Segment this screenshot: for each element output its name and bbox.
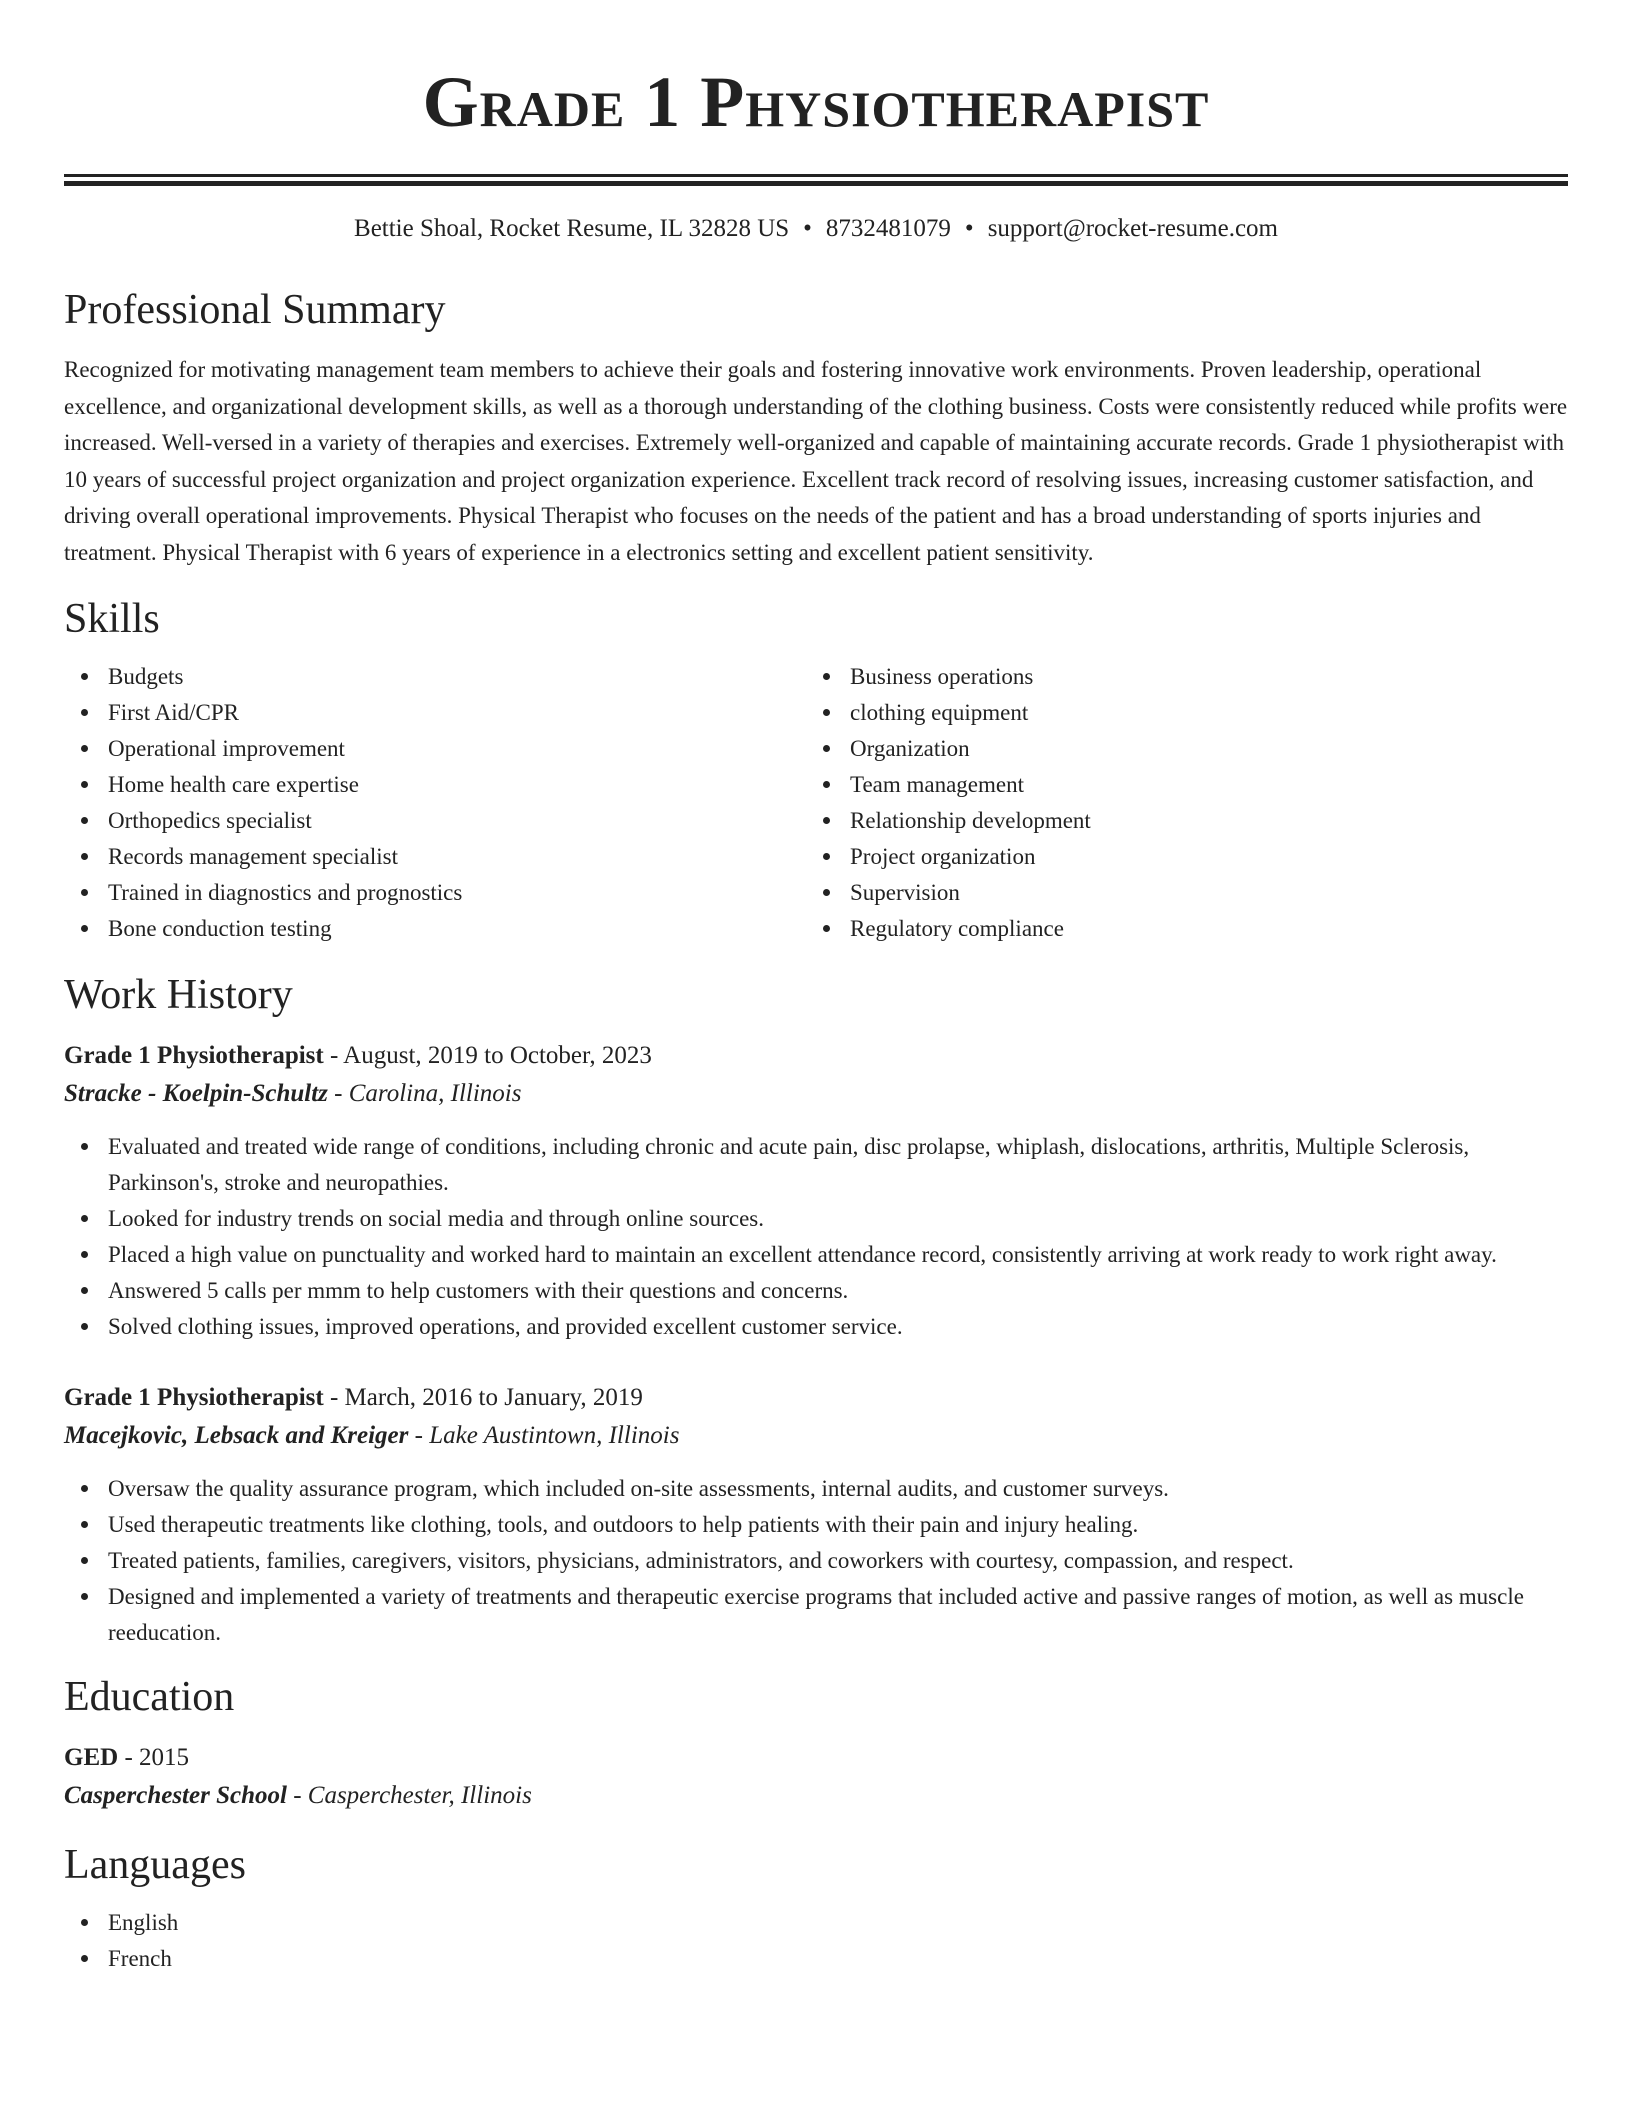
skill-item: Bone conduction testing [64, 911, 806, 947]
skill-item: Trained in diagnostics and prognostics [64, 875, 806, 911]
skill-item: Organization [806, 731, 1548, 767]
skill-item: Project organization [806, 839, 1548, 875]
skill-item: Budgets [64, 659, 806, 695]
languages-heading: Languages [64, 1842, 246, 1888]
title-divider-thick [64, 181, 1568, 186]
contact-phone: 8732481079 [825, 215, 951, 242]
job-title: Grade 1 Physiotherapist [64, 1384, 324, 1411]
contact-separator: • [803, 215, 812, 242]
contact-email: support@rocket-resume.com [987, 215, 1278, 242]
language-item: English [64, 1905, 1568, 1941]
job-duty: Oversaw the quality assurance program, which included on-site assessments, internal audits, and customer surveys. [64, 1471, 1568, 1507]
summary-heading: Professional Summary [64, 287, 446, 333]
skill-item: Team management [806, 767, 1548, 803]
job-duties-list [64, 1471, 1568, 1651]
education-degree-line [64, 1739, 1568, 1777]
skill-item: Orthopedics specialist [64, 803, 806, 839]
job-duty: Placed a high value on punctuality and worked hard to maintain an excellent attendance record, consistently arriving at work ready to work right away. [64, 1237, 1568, 1273]
language-item: French [64, 1941, 1568, 1977]
job-duty: Looked for industry trends on social media and through online sources. [64, 1201, 1568, 1237]
education-heading: Education [64, 1674, 235, 1720]
title-divider-thin [64, 174, 1568, 177]
resume-title: Grade 1 Physiotherapist [422, 62, 1210, 142]
contact-separator: • [964, 215, 974, 242]
job-duty: Designed and implemented a variety of treatments and therapeutic exercise programs that included active and passive ranges of motion, as well as muscle reeducation. [64, 1579, 1568, 1651]
skill-item: clothing equipment [806, 695, 1548, 731]
contact-address: Bettie Shoal, Rocket Resume, IL 32828 US [354, 215, 790, 242]
skills-list-right [806, 659, 1548, 947]
job-duty: Evaluated and treated wide range of conditions, including chronic and acute pain, disc prolapse, whiplash, dislocations, arthritis, Multiple Sclerosis, Parkinson's, stroke and neuropathies. [64, 1129, 1568, 1201]
skill-item: Business operations [806, 659, 1548, 695]
job-entry [64, 1037, 1568, 1345]
languages-list [64, 1905, 1568, 1977]
job-duty: Used therapeutic treatments like clothing, tools, and outdoors to help patients with their pain and injury healing. [64, 1507, 1568, 1543]
job-title: Grade 1 Physiotherapist [64, 1042, 324, 1069]
job-title-line [64, 1037, 1568, 1075]
job-company: Macejkovic, Lebsack and Kreiger [64, 1422, 409, 1449]
job-title-line [64, 1379, 1568, 1417]
job-location: - Carolina, Illinois [327, 1080, 522, 1107]
job-entry [64, 1379, 1568, 1651]
job-duty: Treated patients, families, caregivers, visitors, physicians, administrators, and coworkers with courtesy, compassion, and respect. [64, 1543, 1568, 1579]
skill-item: First Aid/CPR [64, 695, 806, 731]
work-history-heading: Work History [64, 972, 293, 1018]
contact-line [64, 212, 1568, 246]
skill-item: Records management specialist [64, 839, 806, 875]
skills-list-left [64, 659, 806, 947]
summary-text: Recognized for motivating management team members to achieve their goals and fostering innovative work environments. Proven leadership, operational excellence, and organizational development skills, as well as a thorough understanding of the clothing business. Costs were consistently reduced while profits were increased. Well-versed in a variety of therapies and exercises. Extremely well-organized and capable of maintaining accurate records. Grade 1 physiotherapist with 10 years of successful project organization and project organization experience. Excellent track record of resolving issues, increasing customer satisfaction, and driving overall operational improvements. Physical Therapist who focuses on the needs of the patient and has a broad understanding of sports injuries and treatment. Physical Therapist with 6 years of experience in a electronics setting and excellent patient sensitivity. [64, 357, 1568, 565]
education-location: - Casperchester, Illinois [286, 1782, 532, 1809]
job-dates: - March, 2016 to January, 2019 [323, 1384, 643, 1411]
job-location: - Lake Austintown, Illinois [408, 1422, 680, 1449]
job-duty: Solved clothing issues, improved operations, and provided excellent customer service. [64, 1309, 1568, 1345]
skill-item: Home health care expertise [64, 767, 806, 803]
education-school-line [64, 1777, 1568, 1815]
job-company-line [64, 1075, 1568, 1113]
job-company-line [64, 1417, 1568, 1455]
skills-grid [64, 659, 1568, 947]
education-degree: GED [64, 1744, 119, 1771]
job-duties-list [64, 1129, 1568, 1345]
job-dates: - August, 2019 to October, 2023 [323, 1042, 652, 1069]
skill-item: Relationship development [806, 803, 1548, 839]
job-company: Stracke - Koelpin-Schultz [64, 1080, 328, 1107]
skills-heading: Skills [64, 596, 160, 642]
education-entry [64, 1739, 1568, 1815]
skill-item: Regulatory compliance [806, 911, 1548, 947]
skill-item: Operational improvement [64, 731, 806, 767]
education-school: Casperchester School [64, 1782, 287, 1809]
education-year: - 2015 [118, 1744, 190, 1771]
skill-item: Supervision [806, 875, 1548, 911]
job-duty: Answered 5 calls per mmm to help customers with their questions and concerns. [64, 1273, 1568, 1309]
